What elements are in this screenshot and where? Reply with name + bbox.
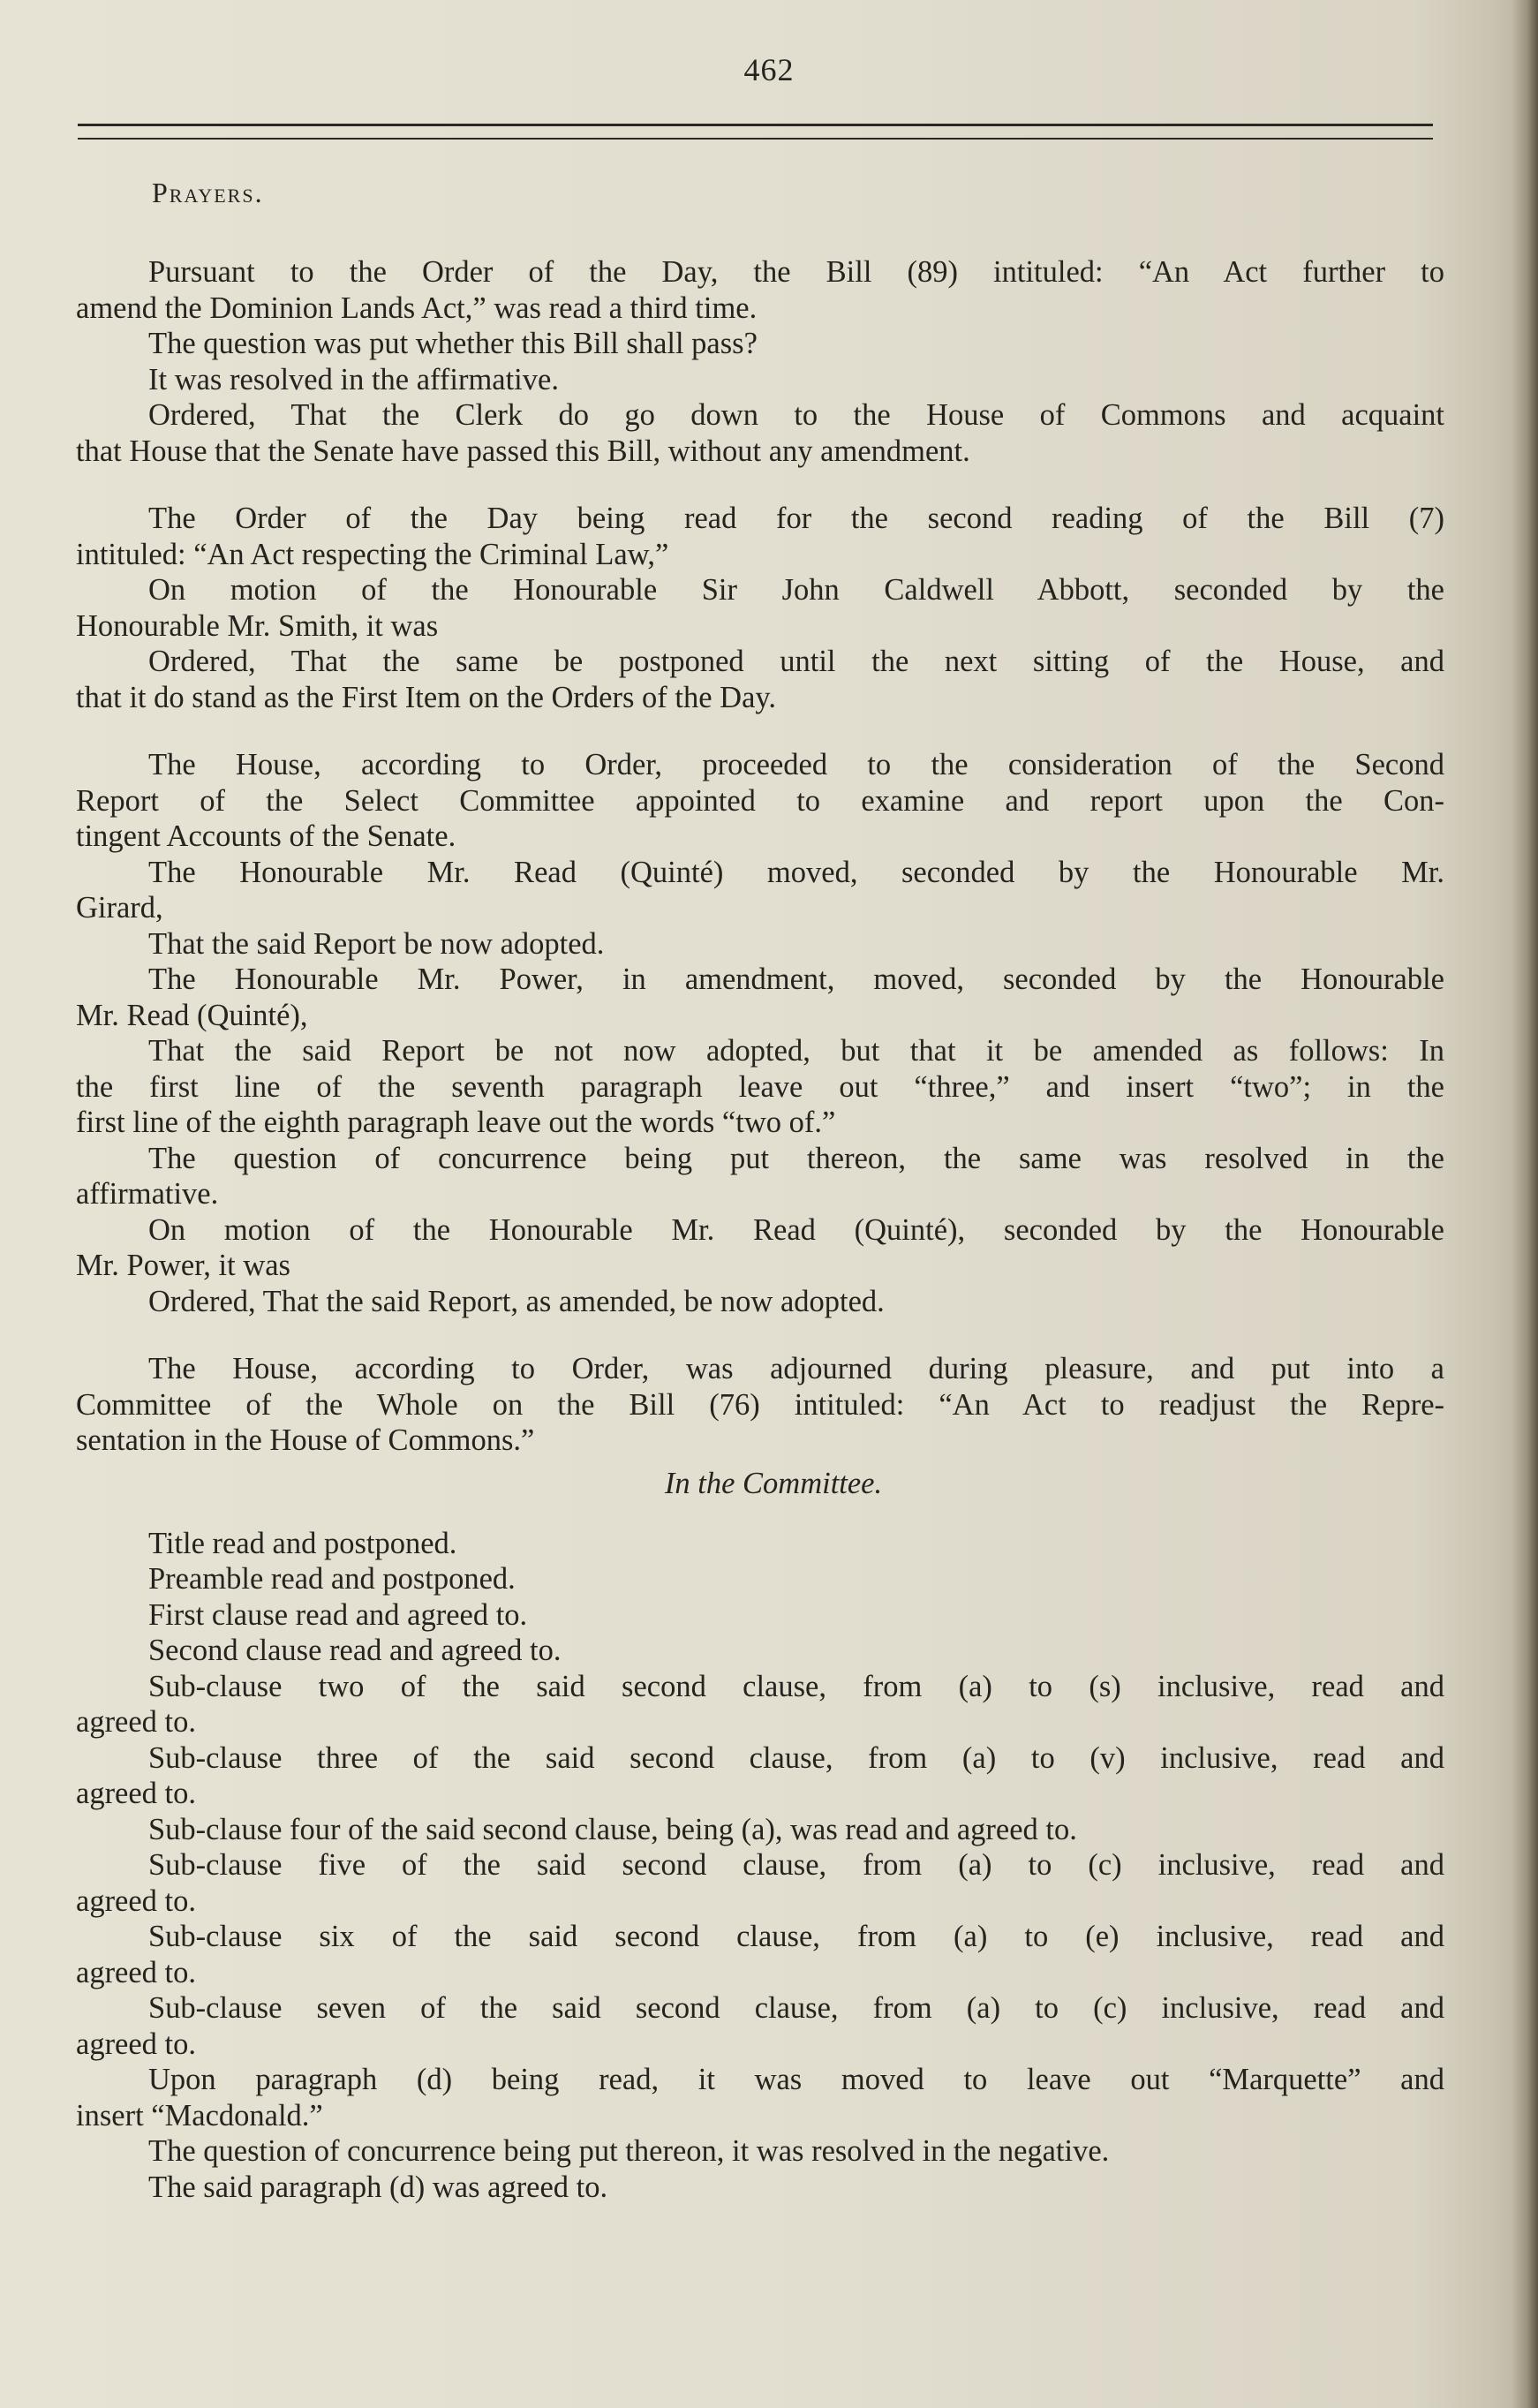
text-line: Ordered, That the Clerk do go down to the House of Commons and acquaint (148, 398, 1444, 432)
text-line: sentation in the House of Commons.” (76, 1423, 535, 1457)
text-line: agreed to. (76, 1777, 197, 1810)
header-rule-thin (78, 138, 1433, 140)
binding-shadow (1512, 0, 1538, 2408)
text-line: Sub-clause five of the said second clause, from (a) to (c) inclusive, read and (148, 1848, 1444, 1882)
text-line: Preamble read and postponed. (148, 1562, 516, 1596)
text-line: The said paragraph (d) was agreed to. (148, 2170, 608, 2204)
text-line: Sub-clause three of the said second clause, from (a) to (v) inclusive, read and (148, 1740, 1444, 1775)
text-line: The Honourable Mr. Power, in amendment, moved, seconded by the Honourable (148, 962, 1444, 996)
text-line: The question of concurrence being put thereon, it was resolved in the negative. (148, 2134, 1110, 2168)
text-line: Honourable Mr. Smith, it was (76, 608, 439, 643)
text-line: agreed to. (76, 1705, 197, 1739)
committee-heading: In the Committee. (664, 1466, 883, 1500)
text-line: intituled: “An Act respecting the Criminal Law,” (76, 537, 669, 571)
paragraph-gap (76, 715, 1444, 747)
paragraph-criminal-law-bill (76, 501, 1444, 715)
text-line: Sub-clause six of the said second clause, from (a) to (e) inclusive, read and (148, 1920, 1444, 1953)
text-line: agreed to. (76, 1883, 197, 1918)
text-line: Girard, (76, 891, 163, 925)
paragraph-gap (76, 1319, 1444, 1351)
paragraph-committee-of-the-whole (76, 1351, 1444, 1459)
text-line: Upon paragraph (d) being read, it was moved to leave out “Marquette” and (148, 2063, 1444, 2096)
text-line: On motion of the Honourable Sir John Caldwell Abbott, seconded by the (148, 573, 1444, 607)
text-line: That the said Report be now adopted. (148, 926, 605, 961)
text-line: The House, according to Order, was adjourned during pleasure, and put into a (148, 1352, 1444, 1385)
text-line: Sub-clause seven of the said second clause, from (a) to (c) inclusive, read and (148, 1991, 1444, 2025)
text-line: Report of the Select Committee appointed to examine and report upon the Con- (76, 783, 1444, 818)
text-line: The question was put whether this Bill shall pass? (148, 327, 758, 360)
paragraph-gap (76, 469, 1444, 501)
text-line: Ordered, That the said Report, as amended, be now adopted. (148, 1284, 885, 1318)
text-line: Pursuant to the Order of the Day, the Bill (89) intituled: “An Act further to (148, 255, 1444, 289)
text-line: first line of the eighth paragraph leave out the words “two of.” (76, 1106, 836, 1139)
text-line: That the said Report be not now adopted, but that it be amended as follows: In (148, 1034, 1444, 1068)
text-line: that it do stand as the First Item on the Orders of the Day. (76, 680, 777, 714)
text-line: Mr. Power, it was (76, 1249, 290, 1282)
header-rule-thick (78, 124, 1433, 126)
text-line: Title read and postponed. (148, 1526, 457, 1560)
text-line: agreed to. (76, 2027, 197, 2061)
page-number: 462 (743, 52, 795, 87)
text-line: It was resolved in the affirmative. (148, 362, 559, 396)
text-line: On motion of the Honourable Mr. Read (Quinté), seconded by the Honourable (148, 1212, 1444, 1247)
text-line: The House, according to Order, proceeded to the consideration of the Second (148, 748, 1444, 781)
text-line: affirmative. (76, 1177, 219, 1211)
text-line: The question of concurrence being put thereon, the same was resolved in the (148, 1141, 1444, 1175)
committee-proceedings (76, 1526, 1444, 2206)
text-line: Sub-clause four of the said second clause, being (a), was read and agreed to. (148, 1812, 1077, 1846)
text-line: The Honourable Mr. Read (Quinté) moved, seconded by the Honourable Mr. (148, 855, 1444, 889)
page-body (76, 175, 1444, 2205)
text-line: The Order of the Day being read for the second reading of the Bill (7) (148, 502, 1444, 535)
paragraph-contingent-accounts-report (76, 747, 1444, 1319)
text-line: the first line of the seventh paragraph leave out “three,” and insert “two”; in the (76, 1069, 1444, 1104)
prayers-heading: Prayers. (152, 177, 264, 208)
text-line: First clause read and agreed to. (148, 1597, 528, 1632)
text-line: that House that the Senate have passed this Bill, without any amendment. (76, 434, 970, 468)
paragraph-dominion-lands-bill (76, 254, 1444, 469)
text-line: Ordered, That the same be postponed until the next sitting of the House, and (148, 645, 1444, 678)
text-line: Committee of the Whole on the Bill (76) intituled: “An Act to readjust the Repre- (76, 1387, 1444, 1422)
text-line: tingent Accounts of the Senate. (76, 819, 456, 853)
text-line: insert “Macdonald.” (76, 2098, 323, 2132)
text-line: Sub-clause two of the said second clause, from (a) to (s) inclusive, read and (148, 1669, 1444, 1703)
text-line: Mr. Read (Quinté), (76, 998, 308, 1032)
text-line: Second clause read and agreed to. (148, 1634, 562, 1667)
text-line: amend the Dominion Lands Act,” was read a third time. (76, 291, 758, 325)
text-line: agreed to. (76, 1955, 197, 1989)
